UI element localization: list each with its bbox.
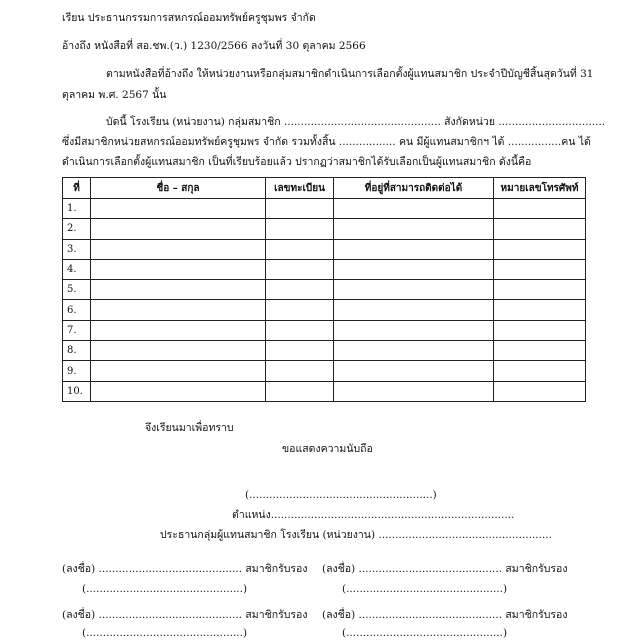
- table-header-row: [63, 178, 586, 199]
- paragraph-2-line-1: บัดนี้ โรงเรียน (หน่วยงาน) กลุ่มสมาชิก ............................................... สังกัดหน่วย ................................: [106, 116, 606, 128]
- right-signature-1[interactable]: (ลงชื่อ) ........................................... สมาชิกรับรอง: [322, 563, 568, 575]
- closing-respect: ขอแสดงความนับถือ: [282, 443, 373, 455]
- registration-cell[interactable]: [266, 320, 334, 340]
- registration-cell[interactable]: [266, 280, 334, 300]
- name-cell[interactable]: [91, 341, 266, 361]
- name-cell[interactable]: [91, 219, 266, 239]
- header-phone: หมายเลขโทรศัพท์: [494, 178, 586, 199]
- name-cell[interactable]: [91, 381, 266, 401]
- registration-cell[interactable]: [266, 259, 334, 279]
- address-cell[interactable]: [334, 199, 494, 219]
- row-number: 7.: [63, 320, 91, 340]
- name-cell[interactable]: [91, 239, 266, 259]
- name-cell[interactable]: [91, 361, 266, 381]
- address-cell[interactable]: [334, 300, 494, 320]
- row-number: 1.: [63, 199, 91, 219]
- address-cell[interactable]: [334, 341, 494, 361]
- registration-cell[interactable]: [266, 219, 334, 239]
- registration-cell[interactable]: [266, 300, 334, 320]
- address-cell[interactable]: [334, 219, 494, 239]
- header-address: ที่อยู่ที่สามารถติดต่อได้: [334, 178, 494, 199]
- phone-cell[interactable]: [494, 361, 586, 381]
- phone-cell[interactable]: [494, 199, 586, 219]
- name-cell[interactable]: [91, 280, 266, 300]
- registration-cell[interactable]: [266, 361, 334, 381]
- phone-cell[interactable]: [494, 259, 586, 279]
- chair-position[interactable]: ตำแหน่ง.........................................................................: [232, 509, 515, 521]
- phone-cell[interactable]: [494, 239, 586, 259]
- address-cell[interactable]: [334, 239, 494, 259]
- phone-cell[interactable]: [494, 381, 586, 401]
- address-cell[interactable]: [334, 259, 494, 279]
- name-cell[interactable]: [91, 199, 266, 219]
- row-number: 3.: [63, 239, 91, 259]
- right-signature-2[interactable]: (ลงชื่อ) ........................................... สมาชิกรับรอง: [322, 609, 568, 621]
- chair-title: ประธานกลุ่มผู้แทนสมาชิก โรงเรียน (หน่วยงาน) ....................................................: [160, 529, 552, 541]
- table-row: [63, 341, 586, 361]
- header-registration: เลขทะเบียน: [266, 178, 334, 199]
- name-cell[interactable]: [91, 300, 266, 320]
- chair-signature-name[interactable]: (.......................................................): [245, 489, 437, 501]
- row-number: 9.: [63, 361, 91, 381]
- table-row: [63, 259, 586, 279]
- table-row: [63, 320, 586, 340]
- left-signature-2-name[interactable]: (...............................................): [82, 627, 248, 639]
- row-number: 2.: [63, 219, 91, 239]
- name-cell[interactable]: [91, 259, 266, 279]
- phone-cell[interactable]: [494, 300, 586, 320]
- header-name: ชื่อ – สกุล: [91, 178, 266, 199]
- registration-cell[interactable]: [266, 341, 334, 361]
- reference-line: อ้างถึง หนังสือที่ สอ.ชพ.(ว.) 1230/2566 ลงวันที่ 30 ตุลาคม 2566: [62, 40, 366, 52]
- registration-cell[interactable]: [266, 239, 334, 259]
- representatives-table: [62, 177, 586, 402]
- table-row: [63, 199, 586, 219]
- row-number: 10.: [63, 381, 91, 401]
- left-signature-2[interactable]: (ลงชื่อ) ........................................... สมาชิกรับรอง: [62, 609, 308, 621]
- phone-cell[interactable]: [494, 341, 586, 361]
- paragraph-1-line-1: ตามหนังสือที่อ้างถึง ให้หน่วยงานหรือกลุ่มสมาชิกดำเนินการเลือกตั้งผู้แทนสมาชิก ประจำปีบัญชีสิ้นสุดวันที่ 31: [106, 68, 594, 80]
- address-cell[interactable]: [334, 320, 494, 340]
- table-row: [63, 219, 586, 239]
- phone-cell[interactable]: [494, 320, 586, 340]
- table-row: [63, 239, 586, 259]
- registration-cell[interactable]: [266, 381, 334, 401]
- phone-cell[interactable]: [494, 280, 586, 300]
- name-cell[interactable]: [91, 320, 266, 340]
- row-number: 4.: [63, 259, 91, 279]
- right-signature-1-name[interactable]: (...............................................): [342, 583, 508, 595]
- to-line: เรียน ประธานกรรมการสหกรณ์ออมทรัพย์ครูชุมพร จำกัด: [62, 12, 316, 24]
- row-number: 8.: [63, 341, 91, 361]
- paragraph-2-line-3: ดำเนินการเลือกตั้งผู้แทนสมาชิก เป็นที่เรียบร้อยแล้ว ปรากฏว่าสมาชิกได้รับเลือกเป็นผู้แทนสมาชิก ดังนี้คือ: [62, 156, 532, 168]
- table-row: [63, 381, 586, 401]
- address-cell[interactable]: [334, 280, 494, 300]
- table-row: [63, 361, 586, 381]
- row-number: 5.: [63, 280, 91, 300]
- left-signature-1-name[interactable]: (...............................................): [82, 583, 248, 595]
- row-number: 6.: [63, 300, 91, 320]
- address-cell[interactable]: [334, 361, 494, 381]
- phone-cell[interactable]: [494, 219, 586, 239]
- table-row: [63, 300, 586, 320]
- registration-cell[interactable]: [266, 199, 334, 219]
- table-row: [63, 280, 586, 300]
- address-cell[interactable]: [334, 381, 494, 401]
- left-signature-1[interactable]: (ลงชื่อ) ........................................... สมาชิกรับรอง: [62, 563, 308, 575]
- closing-inform: จึงเรียนมาเพื่อทราบ: [145, 422, 234, 434]
- right-signature-2-name[interactable]: (...............................................): [342, 627, 508, 639]
- paragraph-2-line-2: ซึ่งมีสมาชิกหน่วยสหกรณ์ออมทรัพย์ครูชุมพร จำกัด รวมทั้งสิ้น ................. คน มีผู้แทนสมาชิกฯ ได้ ................คน ได้: [62, 136, 591, 148]
- header-no: ที่: [63, 178, 91, 199]
- paragraph-1-line-2: ตุลาคม พ.ศ. 2567 นั้น: [62, 89, 167, 101]
